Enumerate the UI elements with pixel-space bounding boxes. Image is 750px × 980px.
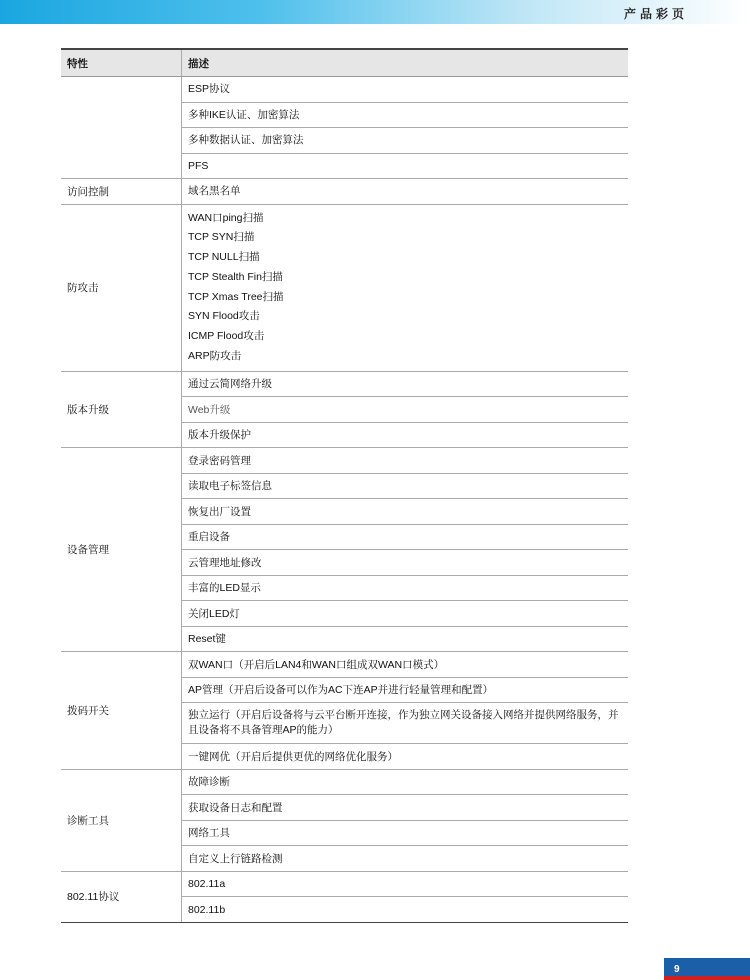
desc-cell: 802.11a [182,871,629,897]
col-header-description: 描述 [182,49,629,77]
desc-cell: ESP协议 [182,77,629,103]
desc-cell: 独立运行（开启后设备将与云平台断开连接，作为独立网关设备接入网络并提供网络服务，并且设备将不具备管理AP的能力） [182,703,629,744]
desc-cell-multiline [182,204,629,371]
desc-cell: Reset键 [182,626,629,652]
desc-cell: 802.11b [182,897,629,923]
desc-cell: 故障诊断 [182,769,629,795]
desc-line: TCP Xmas Tree扫描 [188,290,284,303]
table-row [61,204,628,371]
category-cell: 版本升级 [61,371,182,448]
desc-cell: 获取设备日志和配置 [182,795,629,821]
table-row [61,371,628,397]
table-row [61,769,628,795]
category-cell: 防攻击 [61,204,182,371]
section-label: 产品彩页 [623,7,688,21]
category-cell: 拨码开关 [61,652,182,770]
desc-cell: 关闭LED灯 [182,601,629,627]
desc-cell: 域名黑名单 [182,179,629,205]
desc-cell: 云管理地址修改 [182,550,629,576]
desc-cell: 丰富的LED显示 [182,575,629,601]
desc-cell: 登录密码管理 [182,448,629,474]
table-row [61,77,628,103]
category-cell: 设备管理 [61,448,182,652]
desc-cell: 通过云简网络升级 [182,371,629,397]
desc-line: ARP防攻击 [188,350,242,363]
category-cell: 诊断工具 [61,769,182,871]
page-number-accent [664,976,750,980]
desc-cell: 多种数据认证、加密算法 [182,128,629,154]
category-cell-blank [61,77,182,179]
desc-cell: 恢复出厂设置 [182,499,629,525]
table-row [61,871,628,897]
table-header-row [61,49,628,77]
desc-cell: 一键网优（开启后提供更优的网络优化服务） [182,744,629,770]
table-row [61,179,628,205]
page-number: 9 [674,964,680,975]
desc-line: WAN口ping扫描 [188,211,264,224]
desc-line: TCP NULL扫描 [188,251,260,264]
desc-cell: 网络工具 [182,820,629,846]
feature-table [61,48,628,923]
desc-cell: Web升级 [182,397,629,423]
desc-cell: 读取电子标签信息 [182,473,629,499]
desc-cell: 版本升级保护 [182,422,629,448]
desc-line: SYN Flood攻击 [188,310,260,323]
desc-line: TCP SYN扫描 [188,231,255,244]
desc-line: ICMP Flood攻击 [188,330,265,343]
col-header-feature: 特性 [61,49,182,77]
desc-cell: 多种IKE认证、加密算法 [182,102,629,128]
desc-cell: 重启设备 [182,524,629,550]
table-row [61,652,628,678]
table-row [61,448,628,474]
desc-line: TCP Stealth Fin扫描 [188,270,283,283]
desc-cell: 双WAN口（开启后LAN4和WAN口组成双WAN口模式） [182,652,629,678]
category-cell: 802.11协议 [61,871,182,922]
category-cell: 访问控制 [61,179,182,205]
desc-cell: PFS [182,153,629,179]
desc-cell: AP管理（开启后设备可以作为AC下连AP并进行轻量管理和配置） [182,677,629,703]
desc-cell: 自定义上行链路检测 [182,846,629,872]
